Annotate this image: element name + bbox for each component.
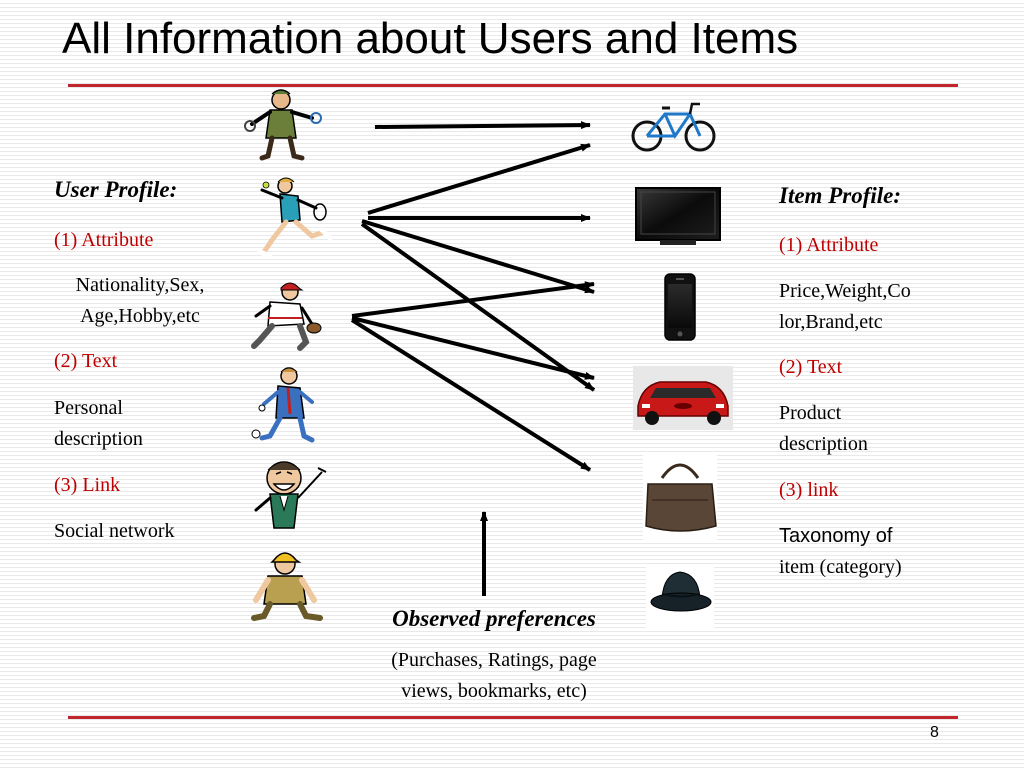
television-icon — [636, 188, 720, 245]
user-text-line-1: Personal — [54, 397, 123, 419]
item-text-line-1: Product — [779, 402, 842, 424]
arrow-tennis-to-phone — [362, 221, 594, 292]
smartphone-icon — [665, 274, 695, 340]
arrow-baseball-to-phone — [352, 284, 594, 316]
hat-icon — [646, 564, 714, 628]
observed-detail-line-2: views, bookmarks, etc) — [401, 680, 587, 702]
user-attribute-line-2: Age,Hobby,etc — [80, 305, 200, 327]
leather-bag-icon — [643, 452, 717, 540]
red-car-icon — [633, 366, 733, 430]
item-attribute-line-2: lor,Brand,etc — [779, 311, 883, 333]
arrow-baseball-to-bag — [352, 320, 590, 470]
slide-title: All Information about Users and Items — [62, 14, 799, 63]
item-profile-heading: Item Profile: — [779, 183, 901, 208]
footer-divider — [68, 716, 958, 719]
item-attribute-label: (1) Attribute — [779, 234, 879, 256]
item-text-label: (2) Text — [779, 356, 843, 378]
user-attribute-label: (1) Attribute — [54, 229, 154, 251]
baseball-player-user-icon — [254, 283, 321, 348]
arrow-baseball-to-car — [352, 318, 594, 378]
mechanic-user-icon — [245, 90, 321, 158]
user-text-line-2: description — [54, 428, 143, 450]
item-link-line-2: item (category) — [779, 556, 902, 578]
user-text-label: (2) Text — [54, 350, 118, 372]
user-attribute-line-1: Nationality,Sex, — [75, 274, 205, 296]
user-link-value: Social network — [54, 520, 175, 542]
item-link-label: (3) link — [779, 479, 839, 501]
item-link-line-1: Taxonomy of — [779, 525, 893, 547]
bicycle-icon — [633, 104, 714, 150]
tennis-player-user-icon — [260, 178, 330, 256]
item-text-line-2: description — [779, 433, 868, 455]
page-number: 8 — [930, 724, 939, 741]
connection-arrows — [352, 125, 594, 596]
arrow-mechanic-to-bicycle — [375, 125, 590, 127]
laughing-man-user-icon — [256, 462, 326, 528]
observed-preferences-heading: Observed preferences — [392, 606, 596, 631]
observed-detail-line-1: (Purchases, Ratings, page — [391, 649, 597, 671]
user-profile-heading: User Profile: — [54, 177, 178, 202]
item-attribute-line-1: Price,Weight,Co — [779, 280, 911, 302]
construction-worker-user-icon — [254, 553, 320, 618]
user-link-label: (3) Link — [54, 474, 121, 496]
businessman-user-icon — [252, 368, 312, 440]
arrow-tennis-to-car — [362, 224, 594, 390]
arrow-tennis-to-bicycle — [368, 145, 590, 213]
